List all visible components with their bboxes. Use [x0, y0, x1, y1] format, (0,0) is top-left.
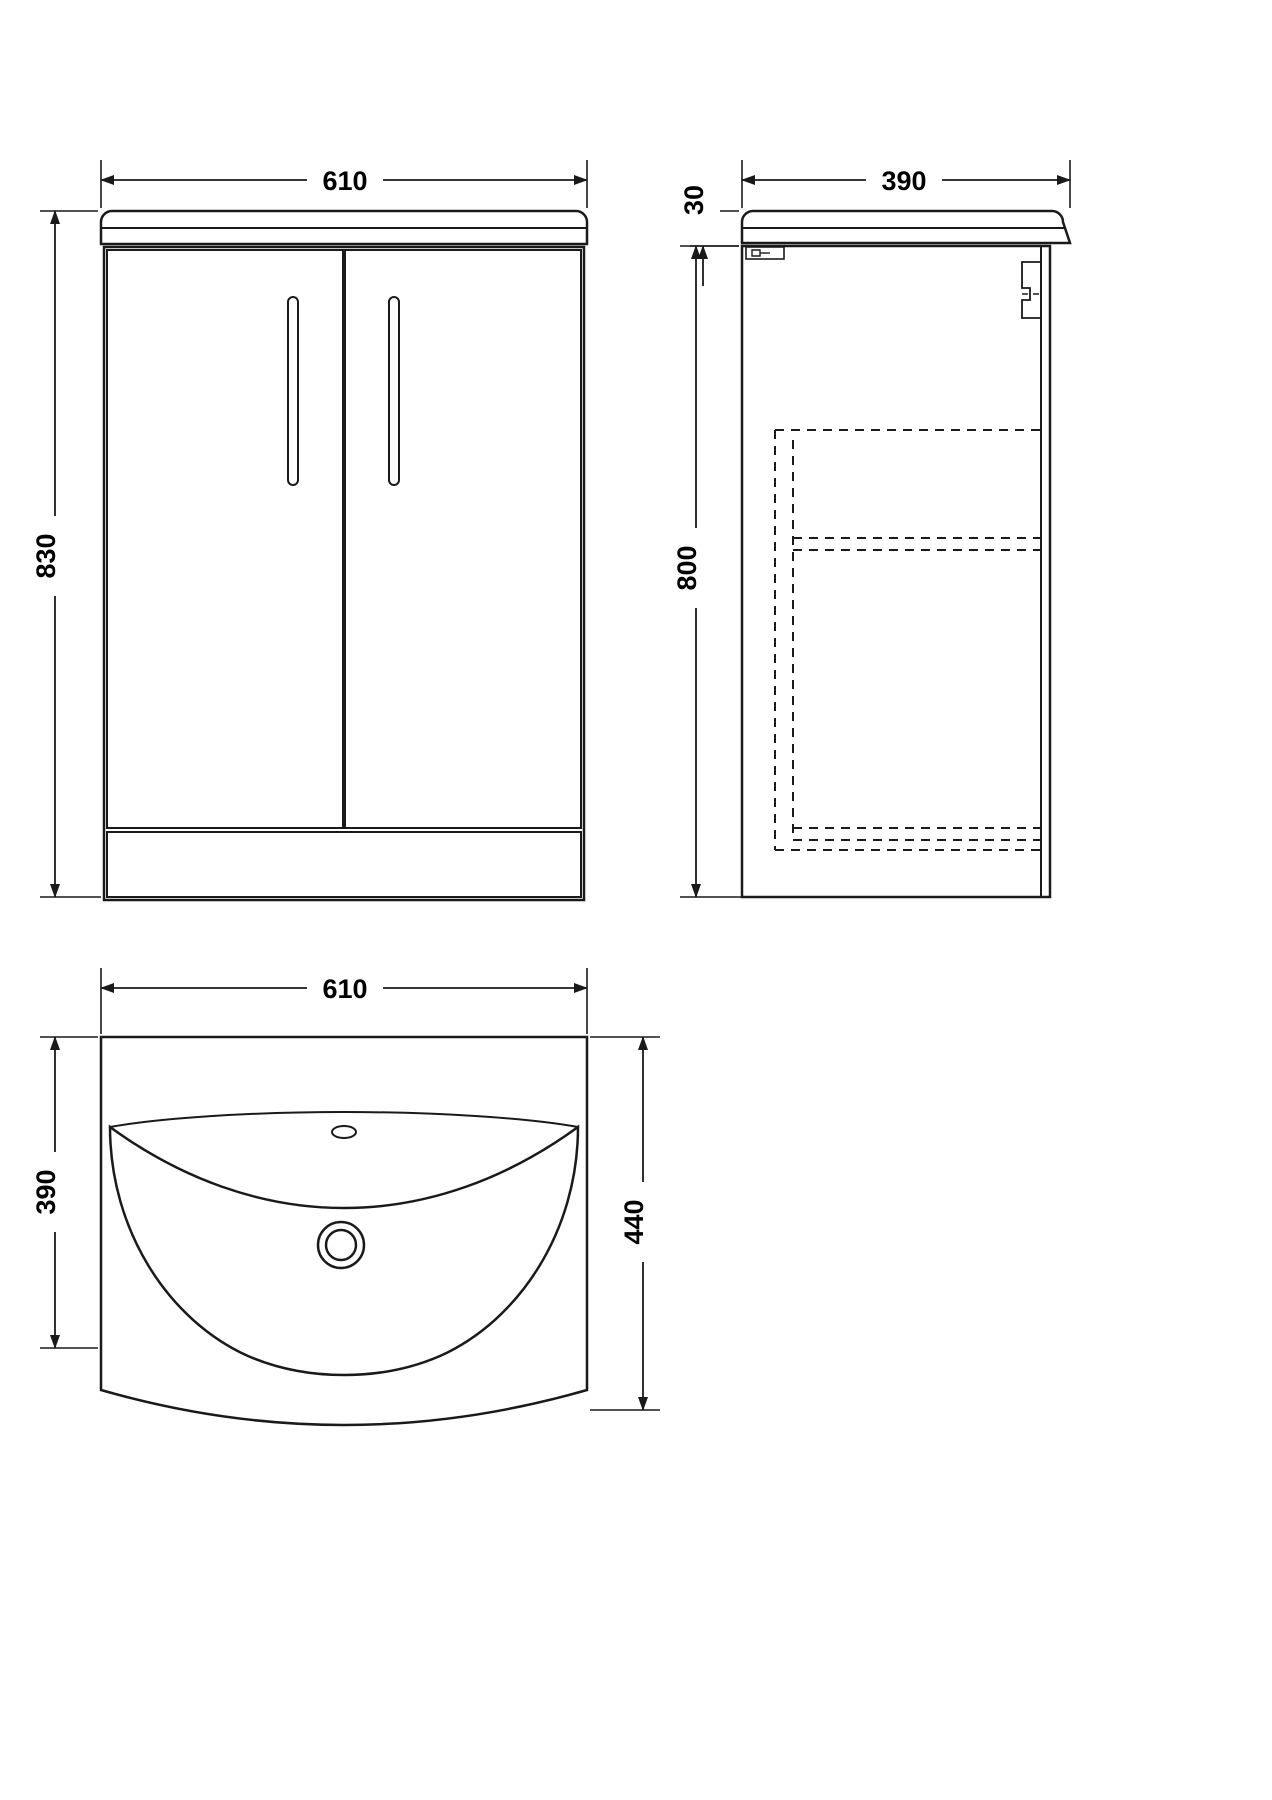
- side-elevation-view: [672, 160, 1070, 897]
- side-top-thickness-dimension: [679, 166, 739, 286]
- basin-top-edge-side: [742, 211, 1070, 243]
- side-top-thickness-label: 30: [679, 184, 709, 216]
- front-elevation-view: [31, 160, 587, 900]
- plan-depth-label: 390: [31, 1169, 61, 1215]
- plan-depth-dimension: [31, 1037, 98, 1348]
- plan-view: [31, 968, 661, 1425]
- overflow-slot: [332, 1126, 356, 1138]
- front-height-label: 830: [31, 533, 61, 579]
- front-width-label: 610: [322, 166, 368, 196]
- cabinet-carcass-side: [742, 246, 1050, 897]
- front-width-dimension: [101, 160, 587, 208]
- cabinet-plinth: [107, 832, 581, 897]
- plan-overall-depth-dimension: [590, 1037, 661, 1410]
- side-depth-label: 390: [881, 166, 927, 196]
- side-height-dimension: [672, 246, 742, 897]
- front-height-dimension: [31, 211, 101, 897]
- plan-width-dimension: [101, 968, 587, 1034]
- cabinet-door-left[interactable]: [107, 250, 343, 828]
- overflow-fitting-detail: [746, 247, 784, 259]
- door-handle-right[interactable]: [389, 297, 399, 485]
- plan-width-label: 610: [322, 974, 368, 1004]
- basin-top-edge: [101, 211, 587, 244]
- side-height-label: 800: [672, 545, 702, 591]
- cabinet-door-right[interactable]: [345, 250, 581, 828]
- door-handle-left[interactable]: [288, 297, 298, 485]
- waste-outlet: [318, 1222, 364, 1268]
- plan-overall-depth-label: 440: [619, 1199, 649, 1245]
- side-depth-dimension: [742, 160, 1070, 208]
